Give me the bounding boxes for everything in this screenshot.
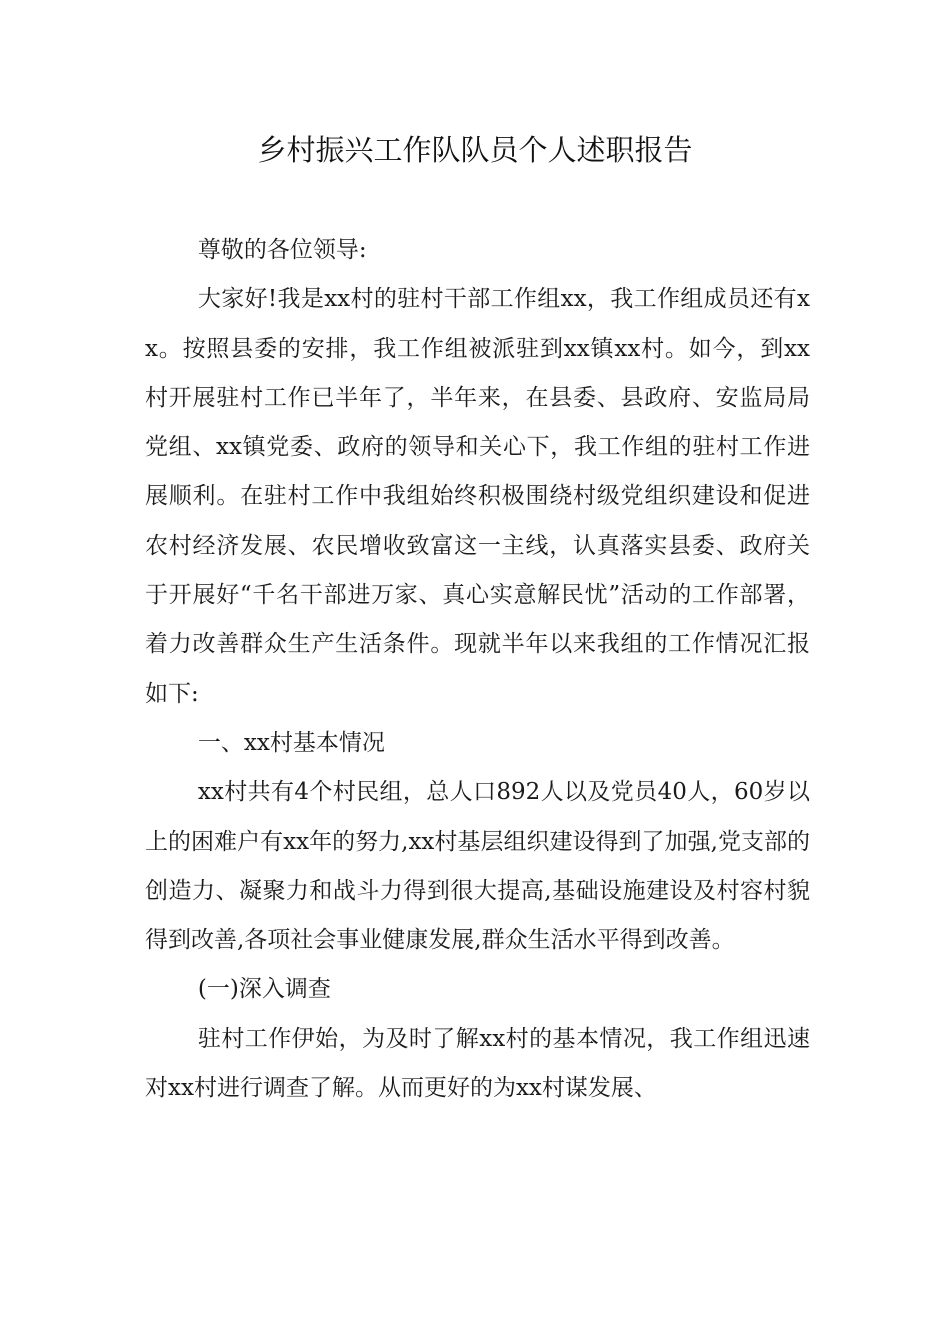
section-heading-basic-info: 一、xx村基本情况 bbox=[197, 729, 385, 756]
document-title: 乡村振兴工作队队员个人述职报告 bbox=[257, 133, 693, 167]
paragraph-intro: 大家好!我是xx村的驻村干部工作组xx，我工作组成员还有xx。按照县委的安排，我工作组被派驻到xx镇xx村。如今，到xx村开展驻村工作已半年了，半年来，在县委、县政府、安监局局党组、xx镇党委、政府的领导和关心下，我工作组的驻村工作进展顺利。在驻村工作中我组始终积极围绕村级党组织建设和促进农村经济发展、农民增收致富这一主线，认真落实县委、政府关于开展好“千名干部进万家、真心实意解民忧”活动的工作部署，着力改善群众生产生活条件。现就半年以来我组的工作情况汇报如下: bbox=[145, 286, 810, 707]
subsection-heading-investigation: (一)深入调查 bbox=[197, 976, 331, 1003]
paragraph-investigation: 驻村工作伊始，为及时了解xx村的基本情况，我工作组迅速对xx村进行调查了解。从而更好的为xx村谋发展、 bbox=[145, 1025, 810, 1102]
paragraph-basic-info: xx村共有4个村民组，总人口892人以及党员40人，60岁以上的困难户有xx年的努力,xx村基层组织建设得到了加强,党支部的创造力、凝聚力和战斗力得到很大提高,基础设施建设及村容村貌得到改善,各项社会事业健康发展,群众生活水平得到改善。 bbox=[145, 779, 810, 954]
document-body bbox=[145, 226, 810, 1113]
greeting-line: 尊敬的各位领导: bbox=[197, 237, 367, 263]
